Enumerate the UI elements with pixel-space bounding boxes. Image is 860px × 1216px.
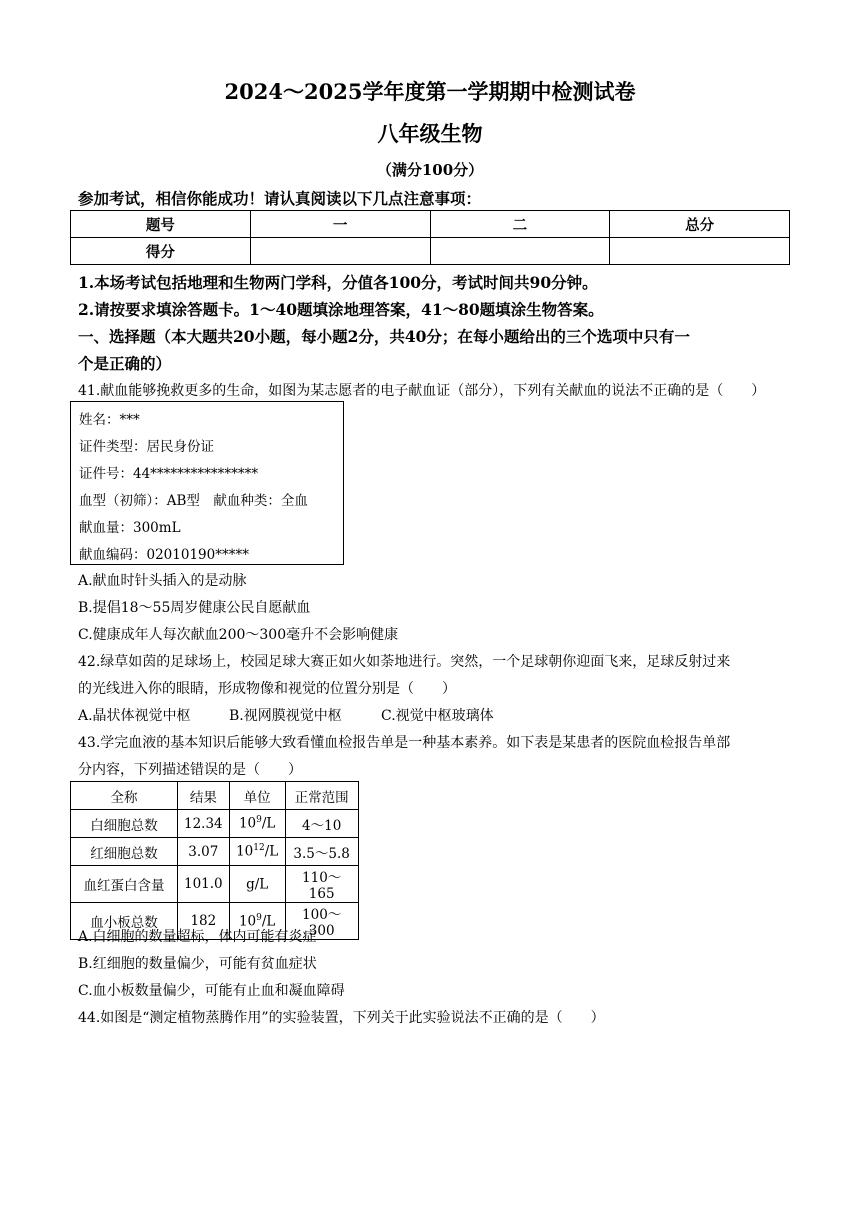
q43-option-c: C.血小板数量偏少，可能有止血和凝血障碍 <box>78 983 345 999</box>
score-cell-total <box>610 238 790 265</box>
row-range: 100～300 <box>285 903 358 940</box>
question-42-stem-cont: 的光线进入你的眼睛，形成物像和视觉的位置分别是（ ） <box>78 681 456 697</box>
question-42-stem: 42.绿草如茵的足球场上，校园足球大赛正如火如荼地进行。突然，一个足球朝你迎面飞来，足球反射过来 <box>78 654 731 670</box>
question-43-stem-cont: 分内容，下列描述错误的是（ ） <box>78 762 302 778</box>
row-result: 182 <box>178 903 230 940</box>
row-result: 12.34 <box>178 810 230 838</box>
row-unit <box>229 866 285 903</box>
row-range: 4～10 <box>285 810 358 838</box>
blood-header-cell: 结果 <box>178 782 230 810</box>
blood-table-header-row <box>71 782 359 810</box>
unit-base: 10 <box>238 913 257 930</box>
question-41-stem: 41.献血能够挽救更多的生命，如图为某志愿者的电子献血证（部分），下列有关献血的说法不正确的是（ ） <box>78 383 766 399</box>
unit-suffix: /L <box>261 913 276 930</box>
card-line-volume: 献血量：300mL <box>79 520 181 536</box>
exam-subject: 八年级生物 <box>377 121 483 146</box>
note-1: 1.本场考试包括地理和生物两门学科，分值各100分，考试时间共90分钟。 <box>78 273 598 292</box>
blood-donation-card <box>70 401 344 565</box>
row-result: 3.07 <box>178 838 230 866</box>
row-name: 红细胞总数 <box>71 838 178 866</box>
score-table-header-row <box>71 211 790 238</box>
unit-suffix: /L <box>264 843 279 860</box>
q41-option-a: A.献血时针头插入的是动脉 <box>78 573 247 589</box>
row-range: 3.5～5.8 <box>285 838 358 866</box>
table-row <box>71 810 359 838</box>
score-table <box>70 210 790 265</box>
intro-text: 参加考试，相信你能成功！请认真阅读以下几点注意事项： <box>78 189 482 208</box>
q43-option-a: A.白细胞的数量超标，体内可能有炎症 <box>78 929 317 945</box>
q42-option-c: C.视觉中枢玻璃体 <box>381 708 494 724</box>
table-row <box>71 838 359 866</box>
q41-option-b: B.提倡18～55周岁健康公民自愿献血 <box>78 600 311 616</box>
blood-header-cell: 单位 <box>229 782 285 810</box>
blood-header-cell: 全称 <box>71 782 178 810</box>
full-score-note: （满分100分） <box>376 161 484 179</box>
score-header-cell: 二 <box>430 211 610 238</box>
card-line-blood-type: 血型（初筛）：AB型 献血种类：全血 <box>79 493 308 509</box>
question-44-stem: 44.如图是“测定植物蒸腾作用”的实验装置，下列关于此实验说法不正确的是（ ） <box>78 1010 605 1026</box>
card-line-id-number: 证件号：44**************** <box>79 466 259 482</box>
row-unit <box>229 838 285 866</box>
q42-option-b: B.视网膜视觉中枢 <box>229 708 342 724</box>
section-heading-cont: 个是正确的） <box>78 354 172 373</box>
card-line-code: 献血编码：02010190***** <box>79 547 249 563</box>
blood-test-table <box>70 781 359 940</box>
score-header-cell: 题号 <box>71 211 251 238</box>
row-name: 白细胞总数 <box>71 810 178 838</box>
card-line-name: 姓名：*** <box>79 412 140 428</box>
row-result: 101.0 <box>178 866 230 903</box>
score-header-cell: 总分 <box>610 211 790 238</box>
unit-exp: 9 <box>256 815 262 826</box>
score-header-cell: 一 <box>250 211 430 238</box>
score-row-label: 得分 <box>71 238 251 265</box>
exam-title: 2024～2025学年度第一学期期中检测试卷 <box>224 79 636 104</box>
table-row <box>71 866 359 903</box>
unit-exp: 9 <box>256 912 262 923</box>
score-cell-2 <box>430 238 610 265</box>
blood-header-cell: 正常范围 <box>285 782 358 810</box>
unit-base: 10 <box>238 815 257 832</box>
row-name: 血小板总数 <box>71 903 178 940</box>
q43-option-b: B.红细胞的数量偏少，可能有贫血症状 <box>78 956 317 972</box>
question-43-stem: 43.学完血液的基本知识后能够大致看懂血检报告单是一种基本素养。如下表是某患者的医院血检报告单部 <box>78 735 731 751</box>
score-table-row <box>71 238 790 265</box>
unit-exp: 12 <box>253 843 265 854</box>
unit-suffix: /L <box>261 815 276 832</box>
q42-option-a: A.晶状体视觉中枢 <box>78 708 191 724</box>
row-unit <box>229 810 285 838</box>
section-heading: 一、选择题（本大题共20小题，每小题2分，共40分；在每小题给出的三个选项中只有一 <box>78 327 690 346</box>
note-2: 2.请按要求填涂答题卡。1～40题填涂地理答案，41～80题填涂生物答案。 <box>78 300 604 319</box>
unit-base: g/L <box>246 876 269 893</box>
unit-base: 10 <box>236 843 254 860</box>
row-range: 110～165 <box>285 866 358 903</box>
card-line-id-type: 证件类型：居民身份证 <box>79 439 214 455</box>
q41-option-c: C.健康成年人每次献血200～300毫升不会影响健康 <box>78 627 399 643</box>
score-cell-1 <box>250 238 430 265</box>
row-name: 血红蛋白含量 <box>71 866 178 903</box>
